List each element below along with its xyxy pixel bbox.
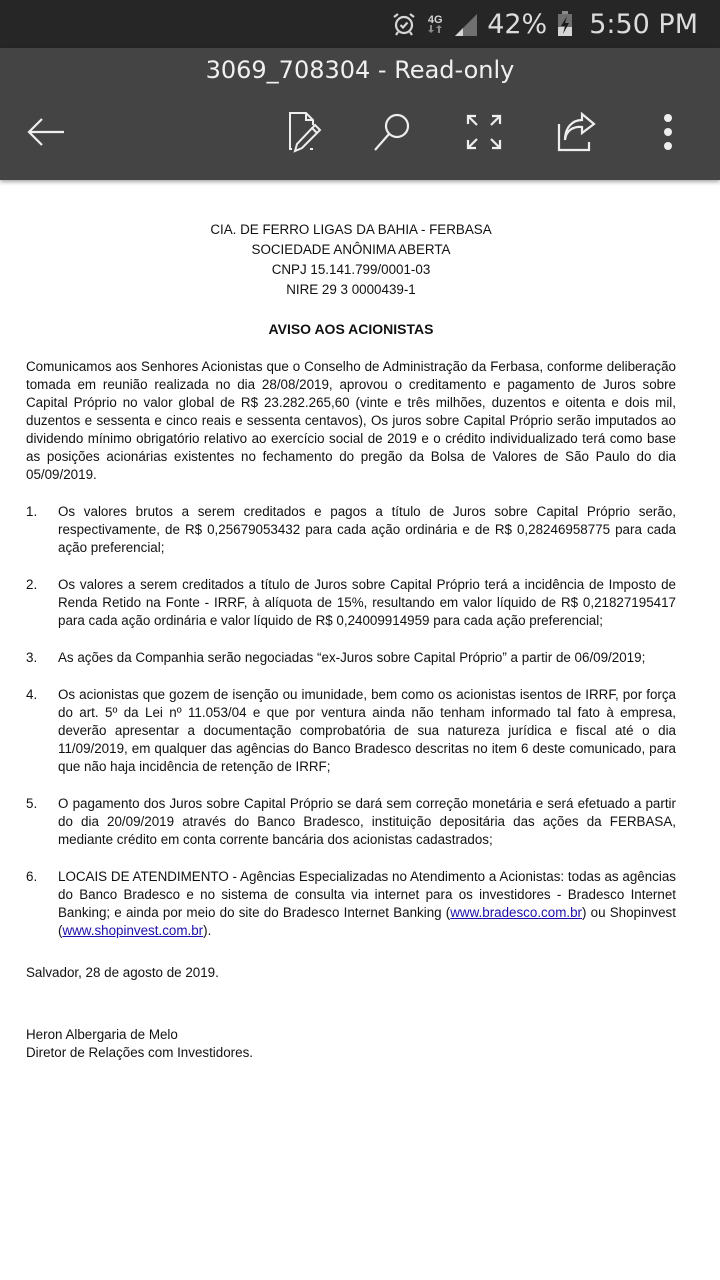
share-icon [556, 112, 596, 157]
signature-block [26, 1026, 676, 1062]
bradesco-link[interactable]: www.bradesco.com.br [450, 905, 582, 920]
app-bar [0, 48, 720, 180]
signatory-title: Diretor de Relações com Investidores. [26, 1045, 253, 1060]
list-item [26, 503, 676, 557]
more-options-button[interactable] [644, 110, 692, 158]
fullscreen-button[interactable] [460, 110, 508, 158]
shopinvest-link[interactable]: www.shopinvest.com.br [62, 923, 204, 938]
item-text [58, 868, 676, 940]
notice-items [26, 503, 676, 940]
company-nire: NIRE 29 3 0000439-1 [286, 282, 416, 297]
item-text-part: ). [203, 923, 212, 938]
alarm-icon [391, 11, 417, 37]
list-item [26, 868, 676, 940]
item-number: 3. [26, 650, 38, 665]
back-button[interactable] [22, 110, 70, 158]
document-page [26, 220, 676, 1062]
company-type: SOCIEDADE ANÔNIMA ABERTA [251, 242, 451, 257]
item-number: 2. [26, 577, 38, 592]
place-date: Salvador, 28 de agosto de 2019. [26, 965, 219, 980]
item-number: 4. [26, 687, 38, 702]
list-item [26, 795, 676, 849]
network-4g-icon: 4G [427, 15, 443, 33]
battery-charging-icon [557, 11, 573, 37]
notice-title: AVISO AOS ACIONISTAS [268, 321, 434, 337]
edit-button[interactable] [278, 110, 326, 158]
item-text: Os valores a serem creditados a título de Juros sobre Capital Próprio terá a incidência de Imposto de Renda Retido na Fonte - IRRF, à alíquota de 15%, resultando em valor líquido de R$ 0,21827195417 para cada ação ordinária e valor líquido de R$ 0,24009914959 para cada ação preferencial; [58, 577, 676, 628]
signatory-name: Heron Albergaria de Melo [26, 1027, 178, 1042]
item-text: As ações da Companhia serão negociadas “ex-Juros sobre Capital Próprio” a partir de 06/09/2019; [58, 650, 646, 665]
item-text: O pagamento dos Juros sobre Capital Próprio se dará sem correção monetária e será efetuado a partir do dia 20/09/2019 através do Banco Bradesco, instituição depositária das ações da FERBASA, mediante crédito em conta corrente bancária dos acionistas cadastrados; [58, 796, 676, 847]
expand-icon [466, 114, 502, 155]
document-title: 3069_708304 - Read-only [205, 56, 515, 84]
company-cnpj: CNPJ 15.141.799/0001-03 [271, 262, 431, 277]
intro-paragraph: Comunicamos aos Senhores Acionistas que o Conselho de Administração da Ferbasa, conforme deliberação tomada em reunião realizada no dia 28/08/2019, aprovou o creditamento e pagamento de Juros sobre Capital Próprio no valor global de R$ 23.282.265,60 (vinte e três milhões, duzentos e oitenta e dois mil, duzentos e sessenta e cinco reais e sessenta centavos), Os juros sobre Capital Próprio serão imputados ao dividendo mínimo obrigatório relativo ao exercício social de 2019 e o crédito individualizado terá como base as posições acionárias existentes no fechamento do pregão da Bolsa de Valores de São Paulo do dia 05/09/2019. [26, 359, 676, 482]
battery-percent: 42% [487, 8, 548, 40]
share-button[interactable] [552, 110, 600, 158]
item-number: 1. [26, 504, 38, 519]
list-item [26, 576, 676, 630]
item-number: 6. [26, 869, 38, 884]
search-button[interactable] [368, 110, 416, 158]
signal-icon [453, 12, 477, 36]
item-text: Os valores brutos a serem creditados e pagos a título de Juros sobre Capital Próprio serão, respectivamente, de R$ 0,25679053432 para cada ação ordinária e de R$ 0,28246958775 para cada ação preferencial; [58, 504, 676, 555]
status-bar [0, 0, 720, 48]
more-vertical-icon [662, 113, 674, 156]
list-item [26, 686, 676, 776]
company-header [26, 220, 676, 300]
item-number: 5. [26, 796, 38, 811]
clock: 5:50 PM [589, 8, 698, 40]
back-arrow-icon [26, 116, 66, 153]
list-item [26, 649, 676, 667]
item-text-part: ) ou Shopinvest ( [58, 905, 676, 938]
item-text-part: LOCAIS DE ATENDIMENTO - Agências Especializadas no Atendimento a Acionistas: todas as agências do Banco Bradesco e no sistema de consulta via internet para os investidores - Bradesco Internet Banking; e ainda por meio do site do Bradesco Internet Banking ( [58, 869, 676, 920]
item-text: Os acionistas que gozem de isenção ou imunidade, bem como os acionistas isentos de IRRF, por força do art. 5º da Lei nº 11.053/04 e que por ventura ainda não tenham informado tal fato à empresa, deverão apresentar a documentação comprobatória de sua natureza jurídica e fiscal até o dia 11/09/2019, em qualquer das agências do Banco Bradesco descritas no item 6 deste comunicado, para que não haja incidência de retenção de IRRF; [58, 687, 676, 774]
company-name: CIA. DE FERRO LIGAS DA BAHIA - FERBASA [210, 222, 492, 237]
search-icon [371, 111, 413, 158]
edit-document-icon [282, 111, 322, 158]
